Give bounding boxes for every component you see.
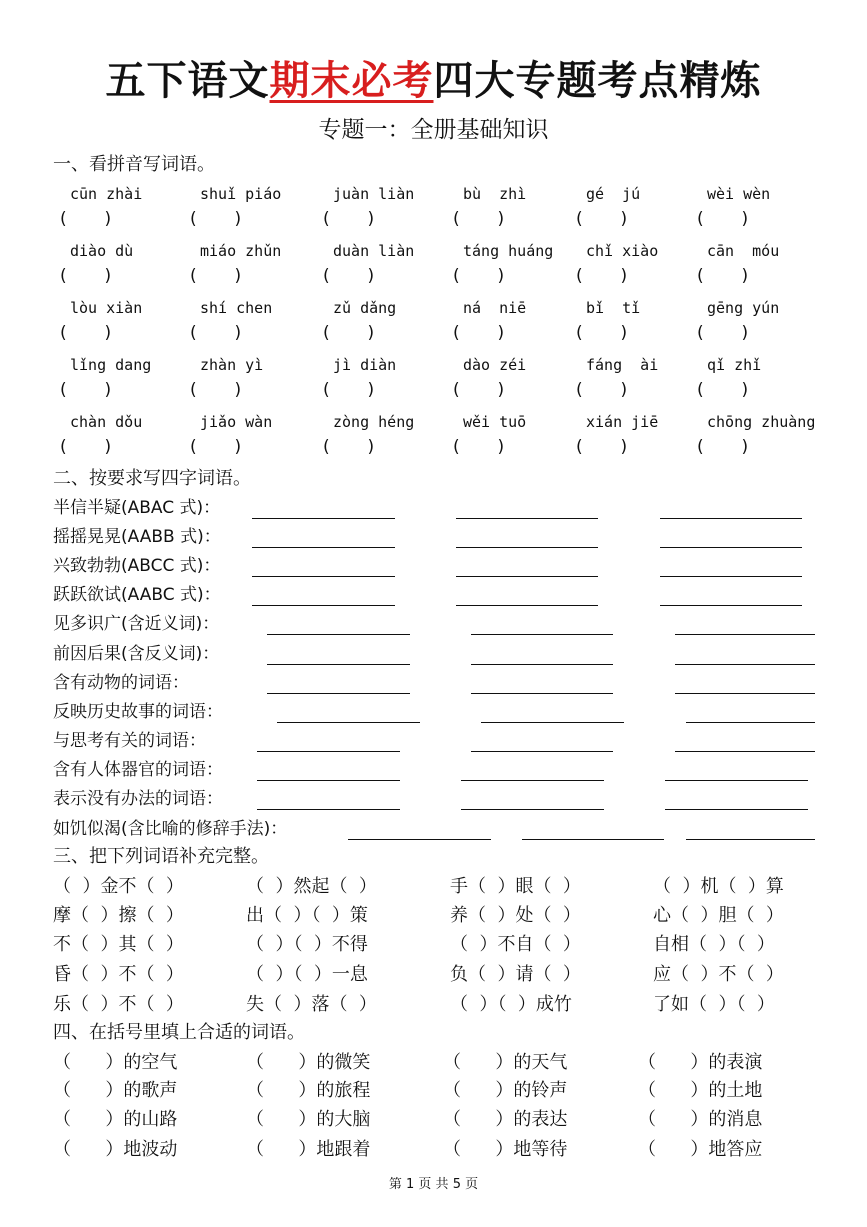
idiom-item[interactable]: 手（ ）眼（ ） bbox=[450, 876, 581, 897]
answer-line[interactable] bbox=[522, 839, 664, 840]
title-pre: 五下语文 bbox=[105, 58, 270, 104]
pinyin-item bbox=[453, 239, 583, 289]
idiom-item[interactable]: （ ）（ ）一息 bbox=[246, 964, 368, 985]
phrase-item[interactable]: （ ）的表演 bbox=[638, 1052, 763, 1073]
page-subtitle: 专题一：全册基础知识 bbox=[318, 117, 549, 143]
pinyin-item bbox=[697, 410, 827, 460]
answer-blank[interactable]: ( ) bbox=[323, 380, 375, 400]
pinyin-item bbox=[697, 296, 827, 346]
word-task-label: 与思考有关的词语： bbox=[53, 731, 206, 751]
word-task-label: 含有动物的词语： bbox=[53, 673, 189, 693]
answer-blank[interactable]: ( ) bbox=[453, 323, 505, 343]
idiom-item[interactable]: 了如（ ）（ ） bbox=[653, 994, 775, 1015]
word-task-label: 表示没有办法的词语： bbox=[53, 789, 223, 809]
pinyin-item bbox=[323, 239, 453, 289]
pinyin-text: dào zéi bbox=[463, 356, 527, 374]
answer-line[interactable] bbox=[461, 809, 604, 810]
idiom-row bbox=[53, 990, 853, 1019]
pinyin-text: jiǎo wàn bbox=[200, 413, 273, 431]
pinyin-text: cūn zhài bbox=[70, 185, 143, 203]
pinyin-item bbox=[576, 353, 706, 403]
answer-blank[interactable]: ( ) bbox=[323, 266, 375, 286]
pinyin-item bbox=[60, 353, 190, 403]
answer-blank[interactable]: ( ) bbox=[323, 323, 375, 343]
pinyin-text: chàn dǒu bbox=[70, 413, 143, 431]
phrase-row bbox=[53, 1048, 853, 1077]
answer-line[interactable] bbox=[665, 809, 808, 810]
idiom-item[interactable]: （ ）金不（ ） bbox=[53, 876, 184, 897]
answer-blank[interactable]: ( ) bbox=[323, 209, 375, 229]
word-task-label: 如饥似渴(含比喻的修辞手法)： bbox=[53, 819, 288, 839]
answer-line[interactable] bbox=[660, 547, 802, 548]
section2-heading: 二、按要求写四字词语。 bbox=[53, 468, 251, 489]
answer-blank[interactable]: ( ) bbox=[576, 323, 628, 343]
phrase-item[interactable]: （ ）的空气 bbox=[53, 1052, 178, 1073]
idiom-item[interactable]: （ ）（ ）不得 bbox=[246, 934, 368, 955]
pinyin-item bbox=[60, 182, 190, 232]
answer-line[interactable] bbox=[267, 634, 410, 635]
answer-blank[interactable]: ( ) bbox=[697, 209, 749, 229]
answer-blank[interactable]: ( ) bbox=[697, 437, 749, 457]
pinyin-text: miáo zhǔn bbox=[200, 242, 282, 260]
answer-line[interactable] bbox=[660, 605, 802, 606]
pinyin-item bbox=[323, 182, 453, 232]
idiom-row bbox=[53, 930, 853, 959]
pinyin-item bbox=[697, 239, 827, 289]
idiom-item[interactable]: 不（ ）其（ ） bbox=[53, 934, 184, 955]
pinyin-text: gé jú bbox=[586, 185, 641, 203]
answer-blank[interactable]: ( ) bbox=[60, 323, 112, 343]
answer-line[interactable] bbox=[456, 547, 598, 548]
answer-line[interactable] bbox=[481, 722, 624, 723]
answer-line[interactable] bbox=[257, 780, 400, 781]
phrase-item[interactable]: （ ）地波动 bbox=[53, 1139, 178, 1160]
word-task-label: 含有人体器官的词语： bbox=[53, 760, 223, 780]
answer-blank[interactable]: ( ) bbox=[60, 437, 112, 457]
answer-blank[interactable]: ( ) bbox=[576, 437, 628, 457]
pinyin-text: shuǐ piáo bbox=[200, 185, 282, 203]
answer-line[interactable] bbox=[461, 780, 604, 781]
phrase-item[interactable]: （ ）的土地 bbox=[638, 1080, 763, 1101]
answer-line[interactable] bbox=[257, 809, 400, 810]
answer-blank[interactable]: ( ) bbox=[453, 209, 505, 229]
answer-line[interactable] bbox=[686, 722, 815, 723]
phrase-item[interactable]: （ ）的消息 bbox=[638, 1109, 763, 1130]
answer-line[interactable] bbox=[456, 576, 598, 577]
pinyin-item bbox=[60, 410, 190, 460]
answer-line[interactable] bbox=[456, 518, 598, 519]
pinyin-text: zǔ dǎng bbox=[333, 299, 397, 317]
pinyin-item bbox=[190, 239, 320, 289]
word-task-row bbox=[53, 610, 867, 639]
word-task-label: 跃跃欲试(AABC 式)： bbox=[53, 585, 221, 605]
word-task-row bbox=[53, 785, 867, 814]
idiom-row bbox=[53, 901, 853, 930]
section3-heading: 三、把下列词语补充完整。 bbox=[53, 846, 269, 867]
word-task-label: 见多识广(含近义词)： bbox=[53, 614, 220, 634]
pinyin-text: bù zhì bbox=[463, 185, 527, 203]
answer-blank[interactable]: ( ) bbox=[576, 209, 628, 229]
pinyin-text: diào dù bbox=[70, 242, 134, 260]
word-task-label: 反映历史故事的词语： bbox=[53, 702, 223, 722]
word-task-row bbox=[53, 523, 867, 552]
answer-blank[interactable]: ( ) bbox=[697, 266, 749, 286]
pinyin-item bbox=[190, 410, 320, 460]
answer-line[interactable] bbox=[348, 839, 491, 840]
word-task-row bbox=[53, 494, 867, 523]
answer-blank[interactable]: ( ) bbox=[190, 209, 242, 229]
pinyin-item bbox=[697, 182, 827, 232]
phrase-item[interactable]: （ ）地跟着 bbox=[246, 1139, 371, 1160]
answer-blank[interactable]: ( ) bbox=[697, 380, 749, 400]
title-post: 四大专题考点精炼 bbox=[433, 58, 762, 104]
answer-line[interactable] bbox=[471, 664, 613, 665]
answer-line[interactable] bbox=[456, 605, 598, 606]
answer-blank[interactable]: ( ) bbox=[323, 437, 375, 457]
pinyin-item bbox=[323, 410, 453, 460]
pinyin-text: cān móu bbox=[707, 242, 780, 260]
answer-line[interactable] bbox=[660, 576, 802, 577]
pinyin-item bbox=[453, 182, 583, 232]
phrase-item[interactable]: （ ）地等待 bbox=[443, 1139, 568, 1160]
pinyin-item bbox=[60, 296, 190, 346]
idiom-item[interactable]: 养（ ）处（ ） bbox=[450, 905, 581, 926]
word-task-label: 前因后果(含反义词)： bbox=[53, 644, 220, 664]
pinyin-text: wèi wèn bbox=[707, 185, 771, 203]
pinyin-item bbox=[453, 353, 583, 403]
section4-heading: 四、在括号里填上合适的词语。 bbox=[53, 1022, 305, 1043]
idiom-item[interactable]: （ ）不自（ ） bbox=[450, 934, 581, 955]
page-footer: 第 1 页 共 5 页 bbox=[388, 1177, 479, 1192]
answer-line[interactable] bbox=[686, 839, 815, 840]
idiom-item[interactable]: 昏（ ）不（ ） bbox=[53, 964, 184, 985]
pinyin-text: xián jiē bbox=[586, 413, 659, 431]
idiom-row bbox=[53, 960, 853, 989]
phrase-item[interactable]: （ ）的微笑 bbox=[246, 1052, 371, 1073]
answer-line[interactable] bbox=[257, 751, 400, 752]
phrase-item[interactable]: （ ）的铃声 bbox=[443, 1080, 568, 1101]
answer-line[interactable] bbox=[252, 605, 395, 606]
word-task-row bbox=[53, 640, 867, 669]
pinyin-item bbox=[576, 410, 706, 460]
phrase-row bbox=[53, 1135, 853, 1164]
answer-blank[interactable]: ( ) bbox=[190, 380, 242, 400]
answer-line[interactable] bbox=[471, 634, 613, 635]
phrase-item[interactable]: （ ）的大脑 bbox=[246, 1109, 371, 1130]
pinyin-text: táng huáng bbox=[463, 242, 554, 260]
pinyin-text: gēng yún bbox=[707, 299, 780, 317]
word-task-label: 兴致勃勃(ABCC 式)： bbox=[53, 556, 221, 576]
title-highlight: 期末必考 bbox=[269, 58, 434, 104]
answer-blank[interactable]: ( ) bbox=[190, 437, 242, 457]
answer-blank[interactable]: ( ) bbox=[190, 323, 242, 343]
answer-line[interactable] bbox=[471, 693, 613, 694]
pinyin-text: chǐ xiào bbox=[586, 242, 659, 260]
pinyin-item bbox=[190, 182, 320, 232]
phrase-item[interactable]: （ ）地答应 bbox=[638, 1139, 763, 1160]
answer-line[interactable] bbox=[267, 693, 410, 694]
answer-line[interactable] bbox=[252, 576, 395, 577]
idiom-item[interactable]: 摩（ ）擦（ ） bbox=[53, 905, 184, 926]
phrase-item[interactable]: （ ）的旅程 bbox=[246, 1080, 371, 1101]
pinyin-item bbox=[576, 182, 706, 232]
page-title bbox=[0, 50, 867, 112]
pinyin-item bbox=[323, 353, 453, 403]
answer-blank[interactable]: ( ) bbox=[190, 266, 242, 286]
pinyin-item bbox=[190, 296, 320, 346]
word-task-row bbox=[53, 698, 867, 727]
idiom-item[interactable]: （ ）（ ）成竹 bbox=[450, 994, 572, 1015]
answer-blank[interactable]: ( ) bbox=[697, 323, 749, 343]
word-task-row bbox=[53, 815, 867, 844]
answer-line[interactable] bbox=[665, 780, 808, 781]
answer-blank[interactable]: ( ) bbox=[453, 437, 505, 457]
pinyin-item bbox=[576, 239, 706, 289]
pinyin-text: ná niē bbox=[463, 299, 527, 317]
pinyin-item bbox=[697, 353, 827, 403]
idiom-item[interactable]: 心（ ）胆（ ） bbox=[653, 905, 784, 926]
phrase-item[interactable]: （ ）的天气 bbox=[443, 1052, 568, 1073]
answer-line[interactable] bbox=[277, 722, 420, 723]
pinyin-item bbox=[453, 410, 583, 460]
answer-blank[interactable]: ( ) bbox=[60, 266, 112, 286]
word-task-row bbox=[53, 552, 867, 581]
answer-line[interactable] bbox=[660, 518, 802, 519]
answer-blank[interactable]: ( ) bbox=[60, 380, 112, 400]
phrase-item[interactable]: （ ）的表达 bbox=[443, 1109, 568, 1130]
answer-blank[interactable]: ( ) bbox=[576, 380, 628, 400]
section1-heading: 一、看拼音写词语。 bbox=[53, 154, 215, 175]
pinyin-text: chōng zhuàng bbox=[707, 413, 816, 431]
answer-line[interactable] bbox=[252, 518, 395, 519]
pinyin-text: qǐ zhǐ bbox=[707, 356, 762, 374]
pinyin-item bbox=[323, 296, 453, 346]
pinyin-text: bǐ tǐ bbox=[586, 299, 641, 317]
idiom-item[interactable]: 失（ ）落（ ） bbox=[246, 994, 377, 1015]
pinyin-item bbox=[60, 239, 190, 289]
idiom-item[interactable]: 负（ ）请（ ） bbox=[450, 964, 581, 985]
pinyin-text: zhàn yì bbox=[200, 356, 264, 374]
pinyin-text: juàn liàn bbox=[333, 185, 415, 203]
answer-line[interactable] bbox=[252, 547, 395, 548]
phrase-row bbox=[53, 1076, 853, 1105]
answer-line[interactable] bbox=[675, 751, 815, 752]
pinyin-text: shí chen bbox=[200, 299, 273, 317]
idiom-item[interactable]: 自相（ ）（ ） bbox=[653, 934, 775, 955]
pinyin-text: jì diàn bbox=[333, 356, 397, 374]
pinyin-item bbox=[576, 296, 706, 346]
answer-line[interactable] bbox=[675, 634, 815, 635]
phrase-item[interactable]: （ ）的山路 bbox=[53, 1109, 178, 1130]
word-task-label: 摇摇晃晃(AABB 式)： bbox=[53, 527, 221, 547]
pinyin-text: zòng héng bbox=[333, 413, 415, 431]
answer-blank[interactable]: ( ) bbox=[453, 380, 505, 400]
idiom-item[interactable]: （ ）然起（ ） bbox=[246, 876, 377, 897]
pinyin-text: wěi tuō bbox=[463, 413, 527, 431]
pinyin-text: fáng ài bbox=[586, 356, 659, 374]
answer-line[interactable] bbox=[675, 664, 815, 665]
pinyin-item bbox=[453, 296, 583, 346]
answer-line[interactable] bbox=[471, 751, 613, 752]
answer-blank[interactable]: ( ) bbox=[60, 209, 112, 229]
pinyin-text: lòu xiàn bbox=[70, 299, 143, 317]
word-task-row bbox=[53, 756, 867, 785]
pinyin-item bbox=[190, 353, 320, 403]
word-task-label: 半信半疑(ABAC 式)： bbox=[53, 498, 221, 518]
word-task-row bbox=[53, 581, 867, 610]
idiom-item[interactable]: 应（ ）不（ ） bbox=[653, 964, 784, 985]
phrase-row bbox=[53, 1105, 853, 1134]
answer-line[interactable] bbox=[675, 693, 815, 694]
phrase-item[interactable]: （ ）的歌声 bbox=[53, 1080, 178, 1101]
idiom-item[interactable]: 出（ ）（ ）策 bbox=[246, 905, 368, 926]
answer-line[interactable] bbox=[267, 664, 410, 665]
pinyin-text: lǐng dang bbox=[70, 356, 152, 374]
idiom-item[interactable]: （ ）机（ ）算 bbox=[653, 876, 784, 897]
answer-blank[interactable]: ( ) bbox=[576, 266, 628, 286]
idiom-row bbox=[53, 872, 853, 901]
word-task-row bbox=[53, 727, 867, 756]
word-task-row bbox=[53, 669, 867, 698]
answer-blank[interactable]: ( ) bbox=[453, 266, 505, 286]
pinyin-text: duàn liàn bbox=[333, 242, 415, 260]
idiom-item[interactable]: 乐（ ）不（ ） bbox=[53, 994, 184, 1015]
